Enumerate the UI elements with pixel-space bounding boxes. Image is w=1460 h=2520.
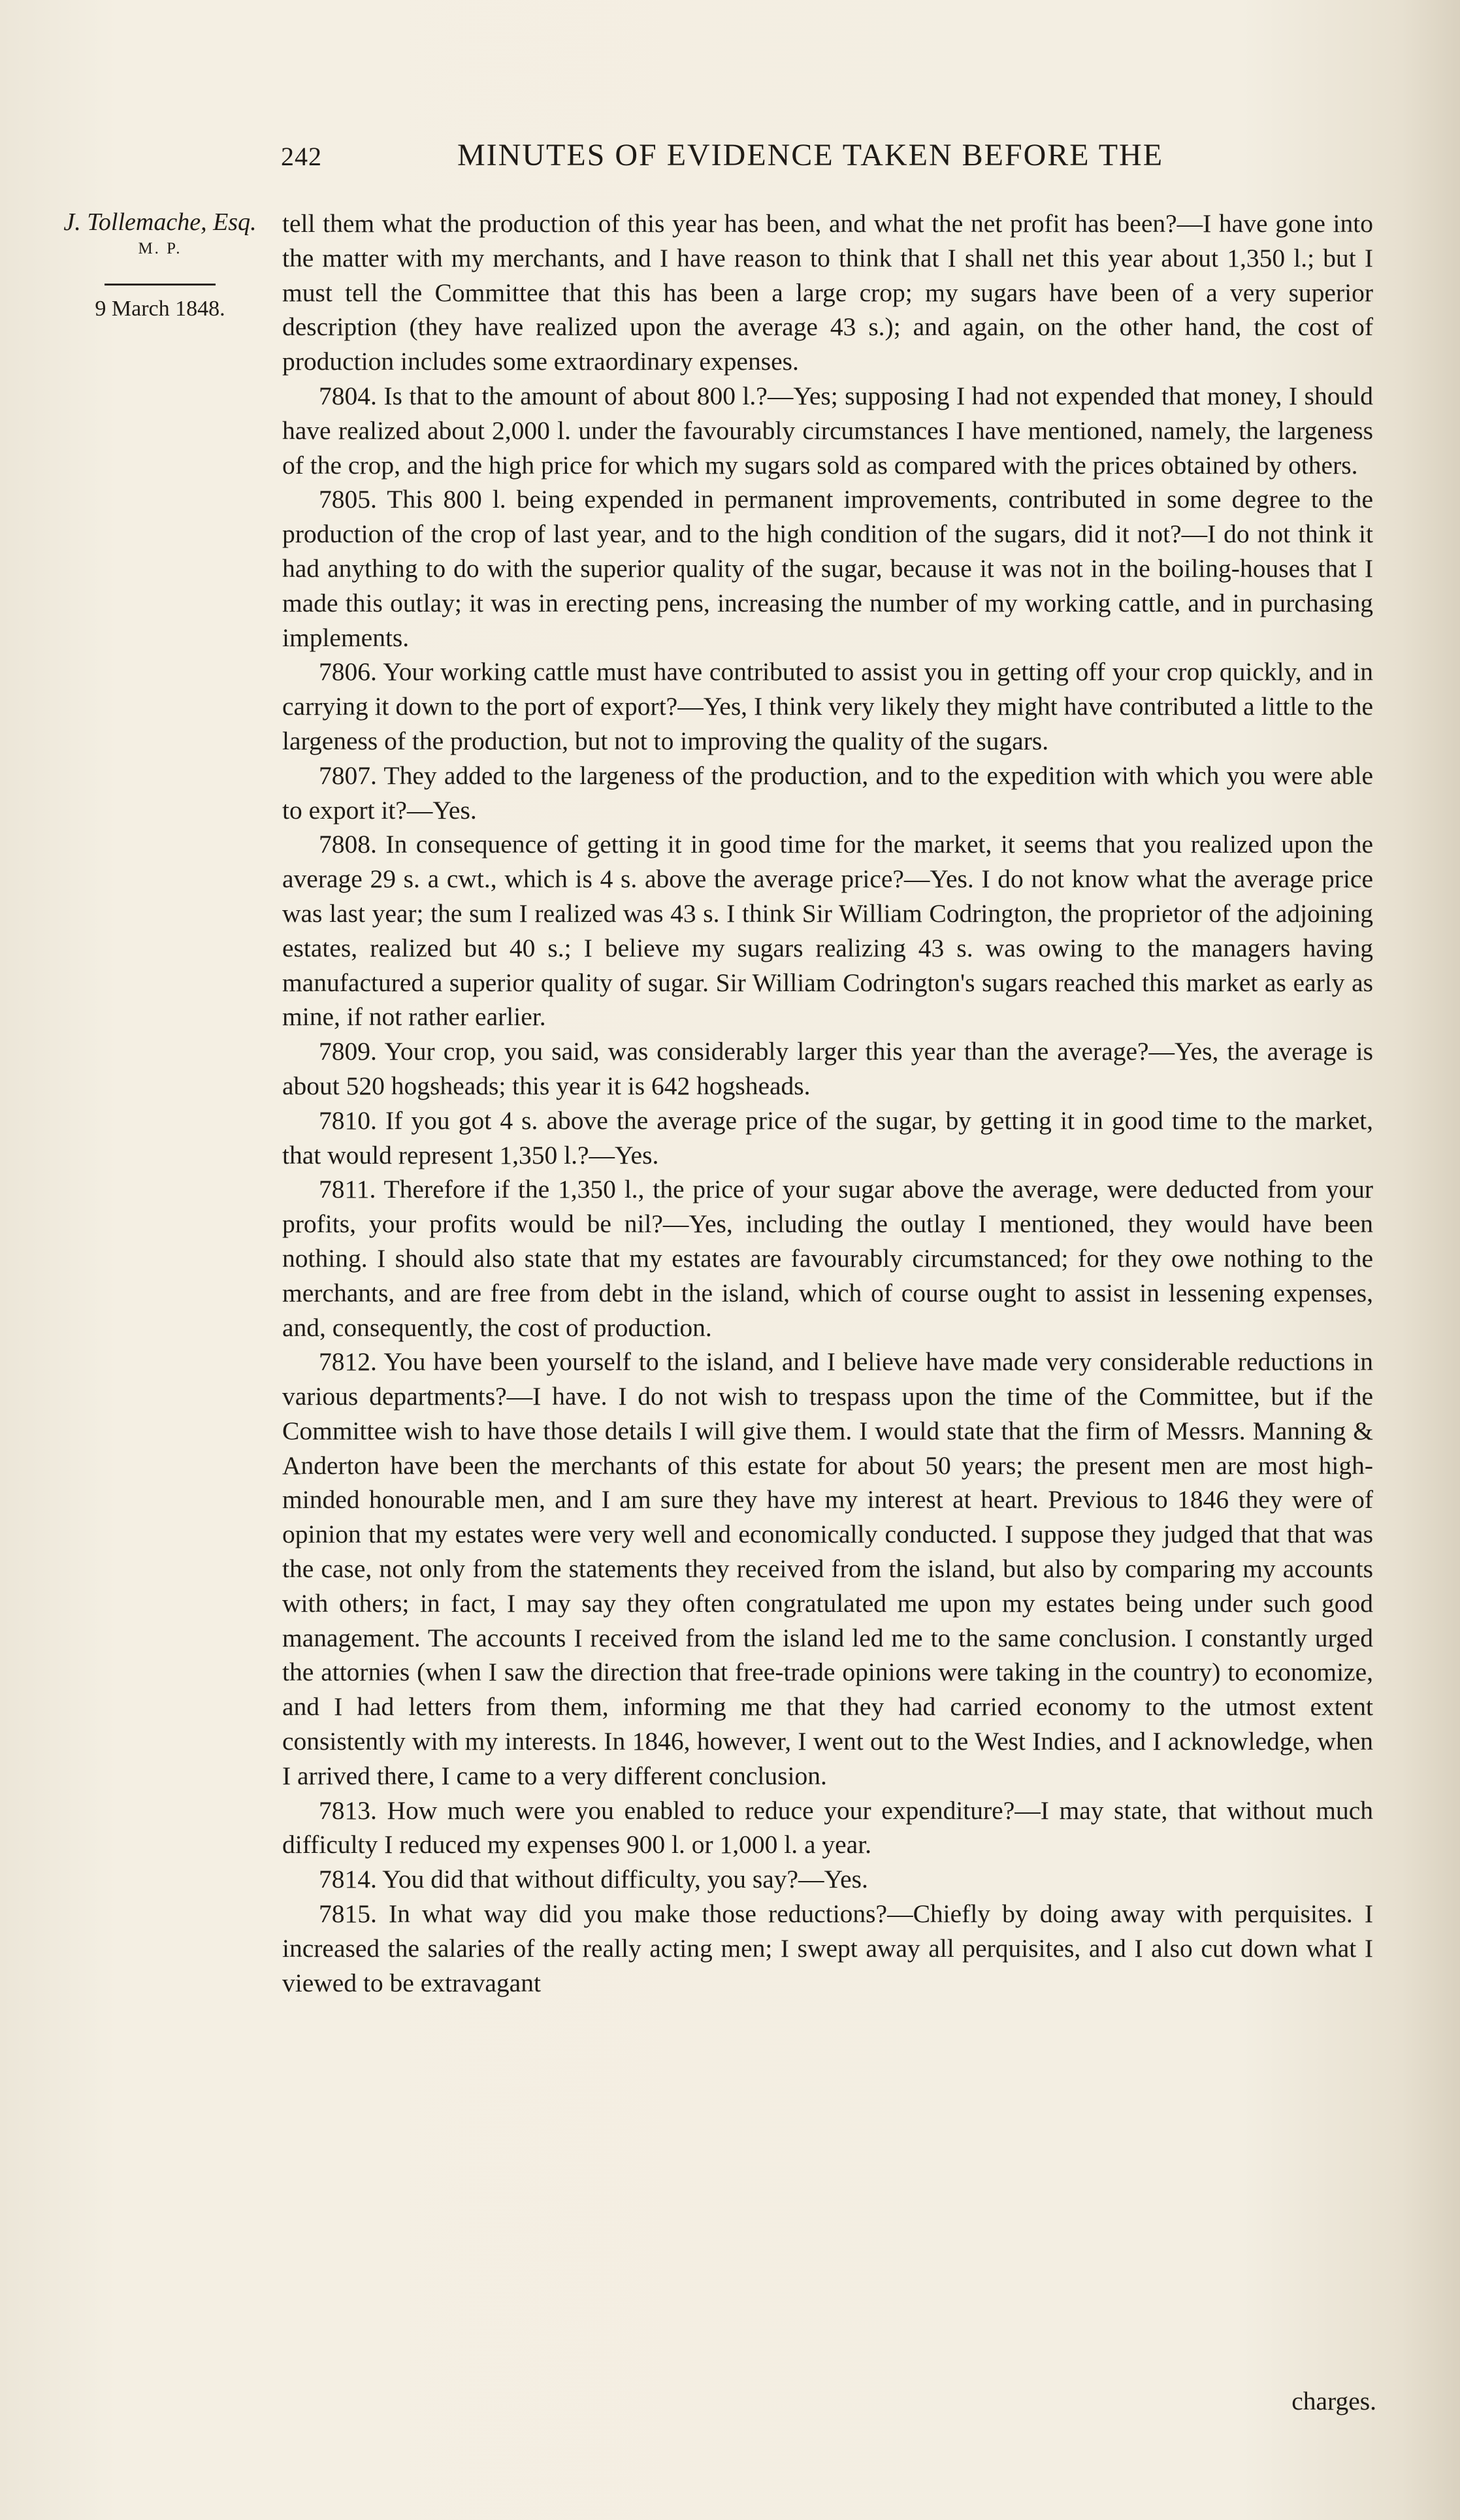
question-7813: 7813. How much were you enabled to reduce your expenditure?—I may state, that without much difficulty I reduced my expenses 900 l. or 1,000 l. a year. bbox=[282, 1795, 1373, 1859]
question-7806: 7806. Your working cattle must have contributed to assist you in getting off your crop quickly, and in carrying it down to the port of export?—Yes, I think very likely they might have contributed a little to the largeness of the production, but not to improving the quality of the sugars. bbox=[282, 657, 1373, 755]
question-7807: 7807. They added to the largeness of the production, and to the expedition with which you were able to export it?—Yes. bbox=[282, 761, 1373, 825]
question-7812: 7812. You have been yourself to the island, and I believe have made very considerable reductions in various departments?—I have. I do not wish to trespass upon the time of the Committee, but if the Committee wish to have those details I will give them. I would state that the firm of Messrs. Manning & Anderton have been the merchants of this estate for about 50 years; the present men are most high-minded honourable men, and I am sure they have my interest at heart. Previous to 1846 they were of opinion that my estates were very well and economically conducted. I suppose they judged that that was the case, not only from the statements they received from the island, but also by comparing my accounts with others; in fact, I may say they often congratulated me upon my estates being under such good management. The accounts I received from the island led me to the same conclusion. I constantly urged the attornies (when I saw the direction that free-trade opinions were taking in the country) to economize, and I had letters from them, informing me that they had carried economy to the utmost extent consistently with my interests. In 1846, however, I went out to the West Indies, and I acknowledge, when I arrived there, I came to a very different conclusion. bbox=[282, 1347, 1373, 1790]
catchword: charges. bbox=[1291, 2387, 1376, 2415]
margin-divider bbox=[105, 284, 216, 286]
question-7805: 7805. This 800 l. being expended in permanent improvements, contributed in some degree to the production of the crop of last year, and to the high condition of the sugars, did it not?—I do not think it had anything to do with the superior quality of the sugar, because it was not in the boiling-houses that I made this outlay; it was in erecting pens, increasing the number of my working cattle, and in purchasing implements. bbox=[282, 485, 1373, 652]
paragraph-continuation: tell them what the production of this year has been, and what the net profit has been?—I have gone into the matter with my merchants, and I have reason to think that I shall net this year about 1,350 l.; but I must tell the Committee that this has been a large crop; my sugars have been of a very superior description (they have realized upon the average 43 s.); and again, on the other hand, the cost of production includes some extraordinary expenses. bbox=[282, 209, 1373, 376]
question-7808: 7808. In consequence of getting it in good time for the market, it seems that you realized upon the average 29 s. a cwt., which is 4 s. above the average price?—Yes. I do not know what the average price was last year; the sum I realized was 43 s. I think Sir William Codrington, the proprietor of the adjoining estates, realized but 40 s.; I believe my sugars realizing 43 s. was owing to the managers having manufactured a superior quality of sugar. Sir William Codrington's sugars reached this market as early as mine, if not rather earlier. bbox=[282, 830, 1373, 1032]
question-7811: 7811. Therefore if the 1,350 l., the price of your sugar above the average, were deducted from your profits, your profits would be nil?—Yes, including the outlay I mentioned, they would have been nothing. I should also state that my estates are favourably circumstanced; for they owe nothing to the merchants, and are free from debt in the island, which of course ought to assist in lessening expenses, and, consequently, the cost of production. bbox=[282, 1175, 1373, 1342]
witness-name: J. Tollemache, Esq. bbox=[63, 208, 257, 236]
page-header bbox=[281, 137, 1241, 183]
evidence-body bbox=[282, 206, 1373, 2000]
witness-title: M. P. bbox=[138, 240, 182, 257]
running-title: MINUTES OF EVIDENCE TAKEN BEFORE THE bbox=[457, 138, 1164, 172]
page-number: 242 bbox=[281, 142, 322, 171]
question-7810: 7810. If you got 4 s. above the average price of the sugar, by getting it in good time to the market, that would represent 1,350 l.?—Yes. bbox=[282, 1105, 1373, 1170]
margin-note bbox=[52, 208, 268, 322]
question-7809: 7809. Your crop, you said, was considerably larger this year than the average?—Yes, the average is about 520 hogsheads; this year it is 642 hogsheads. bbox=[282, 1037, 1373, 1100]
hearing-date: 9 March 1848. bbox=[95, 297, 225, 321]
question-7815: 7815. In what way did you make those reductions?—Chiefly by doing away with perquisites. I increased the salaries of the really acting men; I swept away all perquisites, and I also cut down what I viewed to be extravagant bbox=[282, 1899, 1373, 1997]
question-7814: 7814. You did that without difficulty, you say?—Yes. bbox=[319, 1865, 868, 1894]
question-7804: 7804. Is that to the amount of about 800 l.?—Yes; supposing I had not expended that money, I should have realized about 2,000 l. under the favourably circumstances I have mentioned, namely, the largeness of the crop, and the high price for which my sugars sold as compared with the prices obtained by others. bbox=[282, 381, 1373, 480]
